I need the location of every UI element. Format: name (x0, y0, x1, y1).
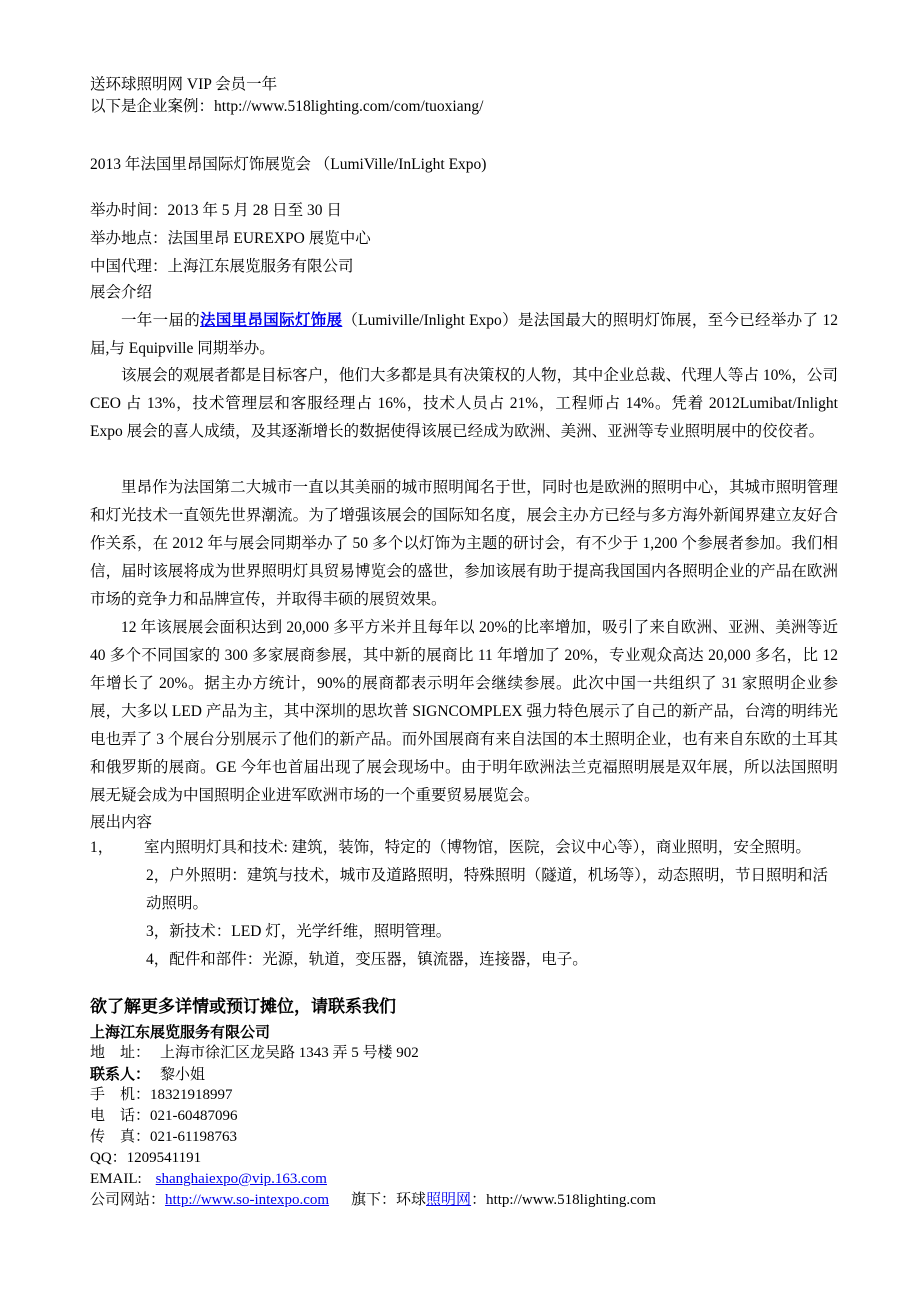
mobile-value: 18321918997 (150, 1087, 233, 1103)
lighting-net-link[interactable]: 照明网 (426, 1192, 472, 1208)
qq-row (90, 1148, 201, 1169)
person-row (90, 1064, 205, 1086)
email-label: EMAIL: (90, 1171, 142, 1187)
site-label: 公司网站： (90, 1192, 166, 1208)
address-value: 上海市徐汇区龙吴路 1343 弄 5 号楼 902 (160, 1045, 419, 1061)
item-text: 新技术：LED 灯，光学纤维，照明管理。 (169, 923, 452, 940)
case-url: http://www.518lighting.com/com/tuoxiang/ (214, 98, 484, 115)
exhibits-heading: 展出内容 (90, 814, 153, 831)
p1-post: （Lumiville/Inlight Expo）是法国最大的照明灯饰展，至今已经举办了 12 届,与 Equipville 同期举办。 (90, 312, 838, 357)
mobile-label: 手 机： (90, 1087, 151, 1103)
intro-heading: 展会介绍 (90, 284, 153, 301)
fax-value: 021-61198763 (150, 1129, 237, 1145)
person-label: 联系人： (90, 1065, 151, 1083)
exhibit-item (90, 834, 838, 862)
item-text: 户外照明：建筑与技术，城市及道路照明，特殊照明（隧道，机场等），动态照明，节日照明和活动照明。 (146, 867, 829, 912)
case-line (90, 94, 483, 116)
item-num: 4， (146, 951, 170, 968)
phone-row (90, 1106, 238, 1127)
info-time: 举办时间：2013 年 5 月 28 日至 30 日 (90, 202, 342, 219)
exhibit-item (146, 946, 838, 974)
paragraph-4: 12 年该展展会面积达到 20,000 多平方米并且每年以 20%的比率增加，吸引了来自欧洲、亚洲、美洲等近 40 多个不同国家的 300 多家展商参展，其中新的展商比 11 年增加了 20%，专业观众高达 20,000 多名，比 12 年增长了 20%。据主办方统计，90%的展商都表示明年会继续参展。此次中国一共组织了 31 家照明企业参展，大多以 LED 产品为主，其中深圳的思坎普 SIGNCOMPLEX 强力特色展示了自己的新产品，台湾的明纬光电也弄了 3 个展台分别展示了他们的新产品。而外国展商有来自法国的本土照明企业，也有来自东欧的土耳其和俄罗斯的展商。GE 今年也首届出现了展会现场中。由于明年欧洲法兰克福照明展是双年展，所以法国照明展无疑会成为中国照明企业进军欧洲市场的一个重要贸易展览会。 (90, 619, 838, 804)
paragraph-2: 该展会的观展者都是目标客户，他们大多都是具有决策权的人物，其中企业总裁、代理人等占 10%，公司 CEO 占 13%，技术管理层和客服经理占 16%，技术人员占 21%，工程师占 14%。凭着 2012Lumibat/Inlight Expo 展会的喜人成绩，及其逐渐增长的数据使得该展已经成为欧洲、美洲、亚洲等专业照明展中的佼佼者。 (90, 367, 838, 440)
page-title: 2013 年法国里昂国际灯饰展览会 （LumiVille/InLight Expo) (90, 156, 487, 173)
company-name: 上海江东展览服务有限公司 (90, 1023, 271, 1041)
item-num: 1， (90, 839, 114, 856)
person-value: 黎小姐 (160, 1067, 206, 1083)
email-row (90, 1169, 327, 1190)
item-num: 3， (146, 923, 170, 940)
qq-value: 1209541191 (126, 1150, 202, 1166)
p1-pre: 一年一届的 (121, 312, 201, 329)
exhibit-item (146, 918, 838, 946)
case-label: 以下是企业案例： (90, 98, 215, 115)
item-num: 2， (146, 867, 170, 884)
fax-label: 传 真： (90, 1129, 151, 1145)
qq-label: QQ： (90, 1150, 127, 1166)
gift-line: 送环球照明网 VIP 会员一年 (90, 76, 278, 93)
site-row (90, 1190, 656, 1211)
contact-heading: 欲了解更多详情或预订摊位，请联系我们 (90, 997, 396, 1017)
site-link[interactable]: http://www.so-intexpo.com (165, 1192, 330, 1208)
fax-row (90, 1127, 237, 1148)
expo-link[interactable]: 法国里昂国际灯饰展 (200, 311, 343, 329)
mobile-row (90, 1085, 233, 1106)
item-text: 配件和部件：光源，轨道，变压器，镇流器，连接器，电子。 (169, 951, 588, 968)
paragraph-1 (90, 306, 838, 363)
email-link[interactable]: shanghaiexpo@vip.163.com (155, 1171, 327, 1187)
exhibit-item (146, 862, 838, 918)
phone-value: 021-60487096 (150, 1108, 238, 1124)
info-place: 举办地点：法国里昂 EUREXPO 展览中心 (90, 230, 371, 247)
phone-label: 电 话： (90, 1108, 151, 1124)
item-text: 室内照明灯具和技术: 建筑，装饰，特定的（博物馆，医院，会议中心等），商业照明，安全照明。 (144, 839, 811, 856)
address-label: 地 址： (90, 1045, 151, 1061)
info-agent: 中国代理：上海江东展览服务有限公司 (90, 258, 354, 275)
address-row (90, 1043, 419, 1064)
sub-url: ：http://www.518lighting.com (471, 1192, 656, 1208)
paragraph-3: 里昂作为法国第二大城市一直以其美丽的城市照明闻名于世，同时也是欧洲的照明中心，其城市照明管理和灯光技术一直领先世界潮流。为了增强该展会的国际知名度，展会主办方已经与多方海外新闻界建立友好合作关系，在 2012 年与展会同期举办了 50 多个以灯饰为主题的研讨会，有不少于 1,200 个参展者参加。我们相信，届时该展将成为世界照明灯具贸易博览会的盛世，参加该展有助于提高我国国内各照明企业的产品在欧洲市场的竞争力和品牌宣传，并取得丰硕的展贸效果。 (90, 479, 838, 608)
sub-label: 旗下：环球 (351, 1192, 427, 1208)
